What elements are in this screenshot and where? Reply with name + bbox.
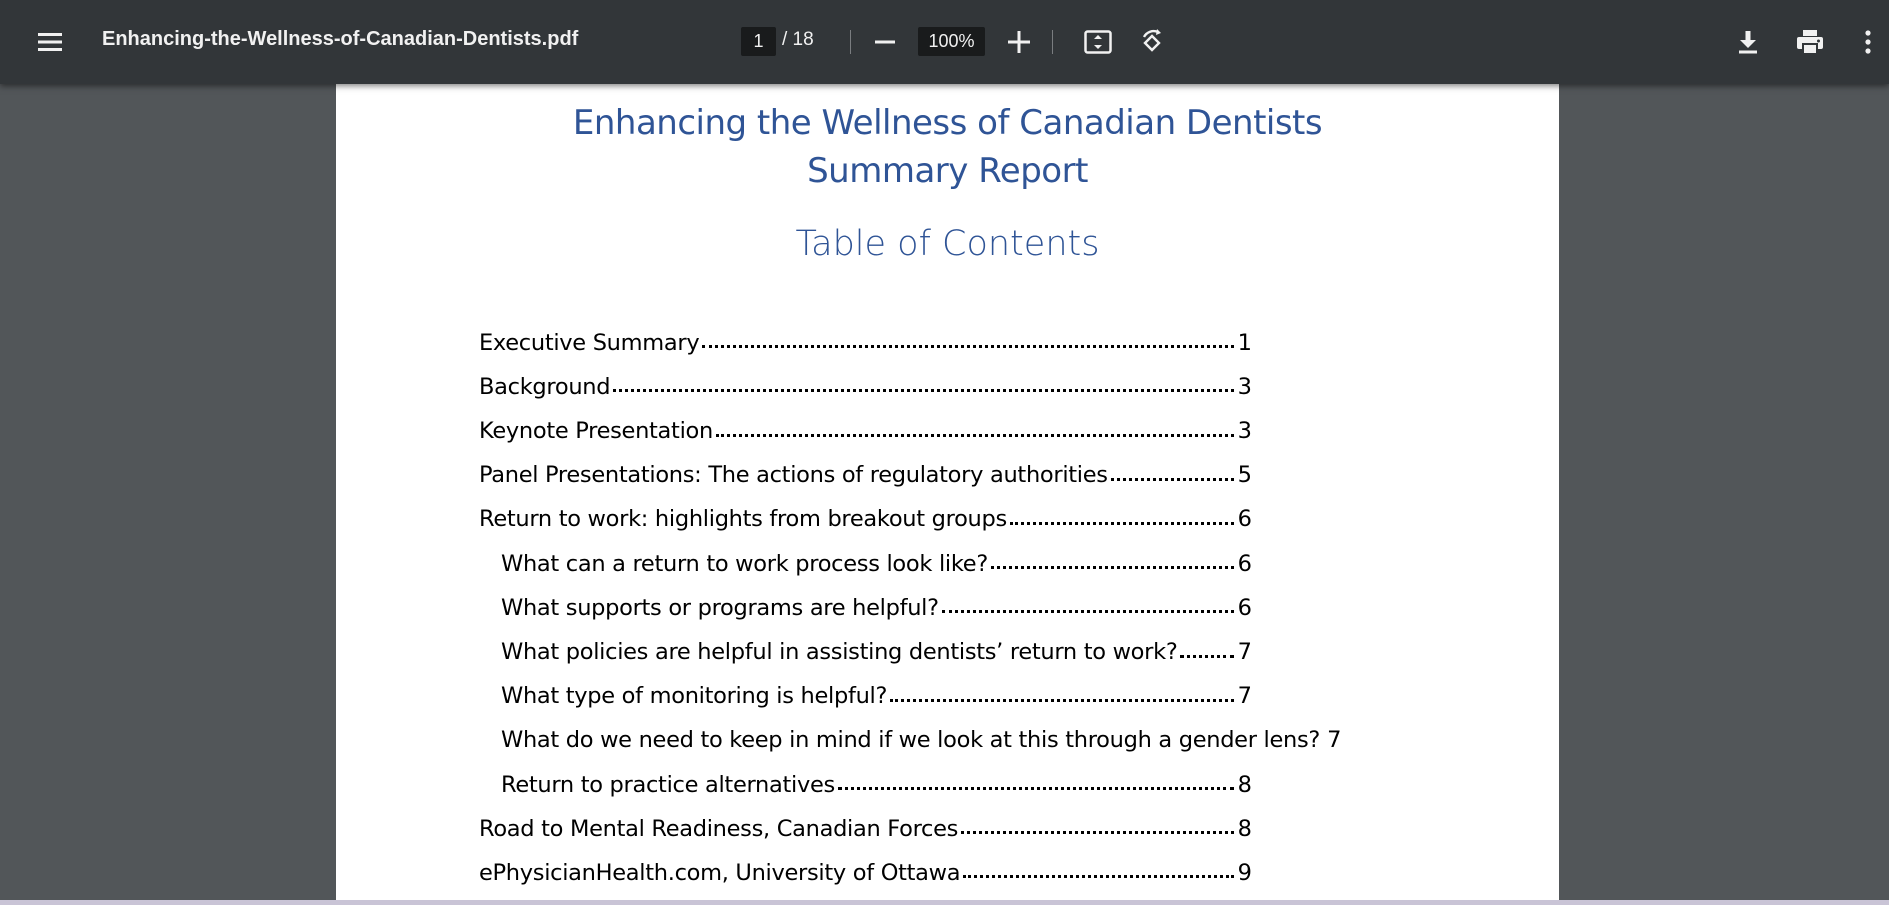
dot-leader [961, 809, 1234, 834]
table-of-contents [479, 310, 1342, 886]
toc-entry-label: What supports or programs are helpful? [501, 594, 939, 621]
document-subtitle: Summary Report [807, 151, 1088, 191]
more-vert-icon[interactable] [1856, 22, 1880, 62]
toc-subentry[interactable] [479, 619, 1252, 663]
toc-entry-label: What type of monitoring is helpful? [501, 683, 888, 710]
toc-entry-page: 6 [1237, 506, 1252, 533]
file-title: Enhancing-the-Wellness-of-Canadian-Dentists.pdf [102, 28, 579, 50]
toc-entry-page: 7 [1237, 683, 1252, 710]
toc-entry-label: Return to practice alternatives [501, 771, 835, 798]
dot-leader [890, 677, 1234, 702]
dot-leader [838, 765, 1234, 790]
window-bottom-edge [0, 900, 1889, 905]
toolbar-divider [1052, 30, 1053, 54]
toc-entry-label: What do we need to keep in mind if we look at this through a gender lens? [501, 727, 1321, 754]
toc-entry-page: 1 [1237, 329, 1252, 356]
toc-entry-label: Background [479, 373, 611, 400]
download-icon[interactable] [1730, 22, 1766, 62]
toc-entry-label: What can a return to work process look like? [501, 550, 988, 577]
zoom-out-icon[interactable] [870, 22, 900, 62]
toc-entry[interactable] [479, 310, 1252, 354]
toc-subentry[interactable] [479, 664, 1252, 708]
toc-entry[interactable] [479, 487, 1252, 531]
toc-entry-page: 5 [1237, 462, 1252, 489]
dot-leader [1111, 456, 1234, 481]
toc-entry-page: 6 [1237, 594, 1252, 621]
pdf-toolbar [0, 0, 1889, 84]
toc-entry[interactable] [479, 398, 1252, 445]
toc-entry-label: Road to Mental Readiness, Canadian Forces [479, 815, 959, 842]
toc-subentry[interactable] [479, 708, 1342, 754]
dot-leader [1180, 633, 1233, 658]
toc-entry[interactable] [479, 354, 1252, 398]
dot-leader [991, 544, 1234, 569]
toc-entry-page: 7 [1327, 727, 1342, 754]
toc-entry-page: 8 [1237, 815, 1252, 842]
toc-entry-page: 9 [1237, 859, 1252, 886]
document-title: Enhancing the Wellness of Canadian Dentists [572, 103, 1323, 143]
dot-leader [716, 412, 1234, 437]
dot-leader [942, 588, 1234, 613]
dot-leader [1010, 500, 1234, 525]
toc-entry[interactable] [479, 840, 1252, 884]
zoom-in-icon[interactable] [1003, 22, 1035, 62]
dot-leader [613, 367, 1233, 392]
toc-entry-label: Keynote Presentation [479, 418, 713, 445]
page-number-input[interactable] [741, 27, 776, 56]
toc-entry-label: What policies are helpful in assisting dentists’ return to work? [501, 639, 1178, 665]
toc-entry-page: 7 [1237, 639, 1252, 665]
toc-subentry[interactable] [479, 531, 1252, 575]
toc-entry-page: 3 [1237, 373, 1252, 400]
toc-entry-page: 8 [1237, 771, 1252, 798]
zoom-level-field[interactable]: 100% [918, 27, 985, 56]
rotate-icon[interactable] [1134, 22, 1170, 62]
toc-heading: Table of Contents [795, 224, 1100, 264]
toc-subentry[interactable] [479, 752, 1252, 796]
fit-page-icon[interactable] [1080, 22, 1116, 62]
toolbar-divider [850, 30, 851, 54]
toc-subentry[interactable] [479, 575, 1252, 619]
toc-entry[interactable] [479, 443, 1252, 487]
dot-leader [702, 323, 1233, 348]
toc-entry[interactable] [479, 796, 1252, 840]
toc-entry-page: 3 [1237, 418, 1252, 445]
toc-entry-page: 6 [1237, 550, 1252, 577]
toc-entry-label: Panel Presentations: The actions of regulatory authorities [479, 462, 1108, 489]
page-total: / 18 [782, 29, 814, 50]
menu-icon[interactable] [30, 22, 70, 62]
dot-leader [963, 853, 1233, 878]
toc-entry-label: ePhysicianHealth.com, University of Ottawa [479, 859, 961, 886]
toc-entry-label: Return to work: highlights from breakout groups [479, 506, 1007, 533]
pdf-page [336, 84, 1559, 905]
toc-entry-label: Executive Summary [479, 329, 700, 356]
print-icon[interactable] [1790, 22, 1830, 62]
